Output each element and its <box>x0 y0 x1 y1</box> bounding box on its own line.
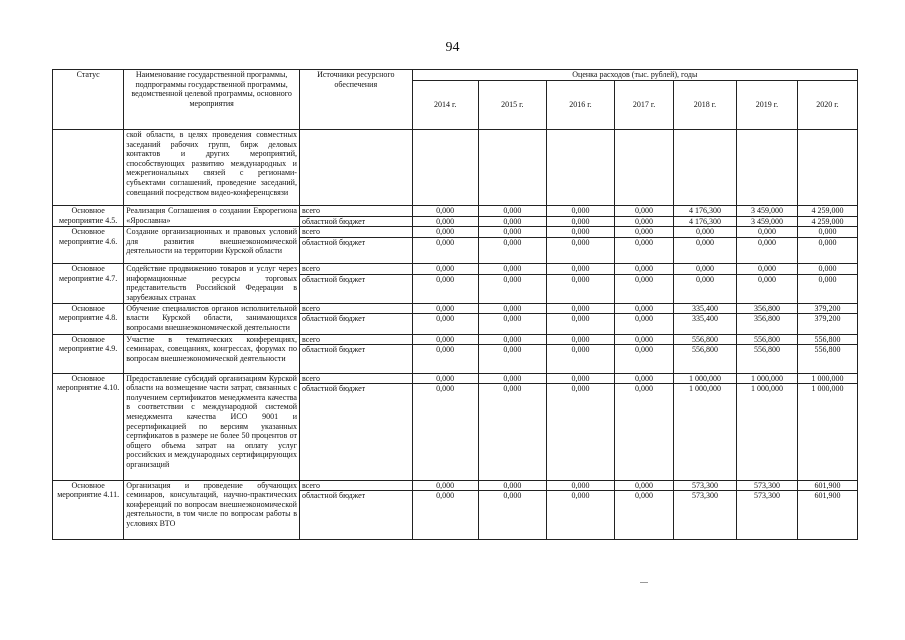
amount-cell: 4 259,000 <box>797 206 857 217</box>
amount-cell: 0,000 <box>673 274 736 303</box>
amount-cell: 335,400 <box>673 303 736 314</box>
amount-cell: 0,000 <box>478 334 546 345</box>
amount-cell: 1 000,000 <box>673 384 736 480</box>
funding-source-cell: областной бюджет <box>299 216 412 227</box>
amount-cell: 0,000 <box>412 264 478 275</box>
amount-cell: 0,000 <box>412 384 478 480</box>
amount-cell: 0,000 <box>478 345 546 373</box>
amount-cell: 0,000 <box>673 227 736 238</box>
amount-cell: 0,000 <box>478 480 546 491</box>
amount-cell: 3 459,000 <box>737 216 798 227</box>
amount-cell: 0,000 <box>546 227 614 238</box>
amount-cell: 0,000 <box>412 274 478 303</box>
amount-cell: 0,000 <box>615 384 674 480</box>
amount-cell: 0,000 <box>478 303 546 314</box>
amount-cell: 0,000 <box>615 314 674 334</box>
table-row <box>53 227 858 238</box>
amount-cell: 573,300 <box>737 491 798 539</box>
amount-cell: 0,000 <box>412 314 478 334</box>
amount-cell: 0,000 <box>546 334 614 345</box>
amount-cell: 0,000 <box>412 491 478 539</box>
funding-source-cell: областной бюджет <box>299 274 412 303</box>
continuation-row <box>53 130 858 206</box>
amount-cell: 0,000 <box>615 274 674 303</box>
funding-source-cell: областной бюджет <box>299 314 412 334</box>
amount-cell: 0,000 <box>412 373 478 384</box>
funding-source-cell: всего <box>299 373 412 384</box>
amount-cell: 0,000 <box>478 227 546 238</box>
amount-cell: 0,000 <box>546 264 614 275</box>
amount-cell: 335,400 <box>673 314 736 334</box>
amount-cell: 0,000 <box>546 274 614 303</box>
amount-cell: 0,000 <box>412 206 478 217</box>
header-status: Статус <box>53 70 124 130</box>
amount-cell: 0,000 <box>478 206 546 217</box>
amount-cell: 0,000 <box>412 303 478 314</box>
amount-cell: 556,800 <box>673 345 736 373</box>
amount-cell: 0,000 <box>615 206 674 217</box>
amount-cell: 1 000,000 <box>737 384 798 480</box>
measure-name-cell: Создание организационных и правовых условий для развития внешнеэкономической деятельности на территории Курской области <box>124 227 300 264</box>
page-number: 94 <box>445 40 460 55</box>
amount-cell: 0,000 <box>546 384 614 480</box>
table-row <box>53 480 858 491</box>
amount-cell: 0,000 <box>737 237 798 263</box>
amount-cell: 0,000 <box>478 274 546 303</box>
amount-cell: 0,000 <box>478 384 546 480</box>
continuation-name-cell: ской области, в целях проведения совместных заседаний рабочих групп, бирж деловых контактов и других мероприятий, способствующих развитию международных и межрегиональных связей с регионами-субъектами соглашений, проведение заседаний, совещаний посредством видео-конференцсвязи <box>124 130 300 206</box>
continuation-status-cell <box>53 130 124 206</box>
amount-cell: 0,000 <box>615 303 674 314</box>
funding-source-cell: всего <box>299 264 412 275</box>
status-cell: Основное мероприятие 4.5. <box>53 206 124 227</box>
funding-source-cell: областной бюджет <box>299 237 412 263</box>
header-row <box>53 70 858 81</box>
amount-cell: 0,000 <box>546 303 614 314</box>
status-cell: Основное мероприятие 4.11. <box>53 480 124 539</box>
amount-cell: 573,300 <box>737 480 798 491</box>
amount-cell: 0,000 <box>412 216 478 227</box>
measure-name-cell: Содействие продвижению товаров и услуг через информационные ресурсы торговых представительств Российской Федерации в зарубежных странах <box>124 264 300 303</box>
amount-cell: 0,000 <box>478 373 546 384</box>
amount-cell: 379,200 <box>797 303 857 314</box>
table-row <box>53 373 858 384</box>
measure-name-cell: Реализация Соглашения о создании Еврорегиона «Ярославна» <box>124 206 300 227</box>
amount-cell: 601,900 <box>797 480 857 491</box>
amount-cell: 0,000 <box>478 237 546 263</box>
amount-cell: 0,000 <box>412 237 478 263</box>
header-year: 2017 г. <box>615 81 674 130</box>
header-estimate: Оценка расходов (тыс. рублей), годы <box>412 70 857 81</box>
amount-cell: 0,000 <box>546 480 614 491</box>
header-name: Наименование государственной программы, подпрограммы государственной программы, ведомственной целевой программы, основного мероприятия <box>124 70 300 130</box>
amount-cell: 0,000 <box>478 264 546 275</box>
header-sources: Источники ресурсного обеспечения <box>299 70 412 130</box>
status-cell: Основное мероприятие 4.10. <box>53 373 124 480</box>
table-row <box>53 303 858 314</box>
continuation-source-cell <box>299 130 412 206</box>
amount-cell: 0,000 <box>478 314 546 334</box>
funding-source-cell: всего <box>299 227 412 238</box>
amount-cell: 556,800 <box>797 334 857 345</box>
funding-source-cell: всего <box>299 206 412 217</box>
status-cell: Основное мероприятие 4.9. <box>53 334 124 373</box>
amount-cell: 1 000,000 <box>737 373 798 384</box>
amount-cell: 0,000 <box>546 216 614 227</box>
amount-cell: 0,000 <box>546 237 614 263</box>
status-cell: Основное мероприятие 4.8. <box>53 303 124 334</box>
expenditure-table <box>52 69 858 540</box>
scan-mark <box>640 582 648 583</box>
amount-cell: 0,000 <box>797 227 857 238</box>
amount-cell: 0,000 <box>615 216 674 227</box>
measure-name-cell: Участие в тематических конференциях, семинарах, совещаниях, конгрессах, форумах по вопросам внешнеэкономической деятельности <box>124 334 300 373</box>
funding-source-cell: всего <box>299 480 412 491</box>
amount-cell: 379,200 <box>797 314 857 334</box>
amount-cell: 0,000 <box>673 264 736 275</box>
amount-cell: 1 000,000 <box>797 373 857 384</box>
measure-name-cell: Обучение специалистов органов исполнительной власти Курской области, занимающихся вопросами внешнеэкономической деятельности <box>124 303 300 334</box>
funding-source-cell: всего <box>299 303 412 314</box>
amount-cell: 0,000 <box>615 345 674 373</box>
header-year: 2014 г. <box>412 81 478 130</box>
amount-cell: 0,000 <box>797 274 857 303</box>
status-cell: Основное мероприятие 4.7. <box>53 264 124 303</box>
amount-cell: 4 176,300 <box>673 206 736 217</box>
funding-source-cell: всего <box>299 334 412 345</box>
amount-cell: 573,300 <box>673 491 736 539</box>
amount-cell: 601,900 <box>797 491 857 539</box>
amount-cell: 0,000 <box>797 264 857 275</box>
amount-cell: 0,000 <box>412 334 478 345</box>
funding-source-cell: областной бюджет <box>299 384 412 480</box>
amount-cell: 0,000 <box>615 480 674 491</box>
amount-cell: 1 000,000 <box>797 384 857 480</box>
amount-cell: 0,000 <box>412 345 478 373</box>
header-year: 2016 г. <box>546 81 614 130</box>
amount-cell: 0,000 <box>615 491 674 539</box>
header-year: 2020 г. <box>797 81 857 130</box>
amount-cell: 0,000 <box>797 237 857 263</box>
measure-name-cell: Организация и проведение обучающих семинаров, консультаций, научно-практических конференций по вопросам внешнеэкономической деятельности, в том числе по вопросам работы в условиях ВТО <box>124 480 300 539</box>
amount-cell: 0,000 <box>615 227 674 238</box>
amount-cell: 556,800 <box>737 334 798 345</box>
amount-cell: 3 459,000 <box>737 206 798 217</box>
amount-cell: 1 000,000 <box>673 373 736 384</box>
amount-cell: 0,000 <box>673 237 736 263</box>
status-cell: Основное мероприятие 4.6. <box>53 227 124 264</box>
amount-cell: 0,000 <box>546 373 614 384</box>
amount-cell: 0,000 <box>615 334 674 345</box>
measure-name-cell: Предоставление субсидий организациям Курской области на возмещение части затрат, связанных с получением сертификатов менеджмента качества в соответствии с международной системой менеджмента качества ИСО 9001 и ресертификацией по версиям указанных сертификатов в размере не более 50 процентов от общего объема затрат на оплату услуг российских и международных сертифицирующих организаций <box>124 373 300 480</box>
table-row <box>53 334 858 345</box>
amount-cell: 573,300 <box>673 480 736 491</box>
amount-cell: 0,000 <box>546 491 614 539</box>
amount-cell: 556,800 <box>737 345 798 373</box>
amount-cell: 0,000 <box>615 373 674 384</box>
amount-cell: 356,800 <box>737 303 798 314</box>
amount-cell: 4 176,300 <box>673 216 736 227</box>
header-year: 2015 г. <box>478 81 546 130</box>
funding-source-cell: областной бюджет <box>299 345 412 373</box>
amount-cell: 0,000 <box>737 227 798 238</box>
header-year: 2018 г. <box>673 81 736 130</box>
amount-cell: 0,000 <box>615 237 674 263</box>
amount-cell: 0,000 <box>546 345 614 373</box>
amount-cell: 4 259,000 <box>797 216 857 227</box>
amount-cell: 0,000 <box>737 274 798 303</box>
amount-cell: 0,000 <box>546 314 614 334</box>
amount-cell: 0,000 <box>412 227 478 238</box>
header-year: 2019 г. <box>737 81 798 130</box>
table-row <box>53 206 858 217</box>
amount-cell: 0,000 <box>615 264 674 275</box>
amount-cell: 0,000 <box>737 264 798 275</box>
amount-cell: 356,800 <box>737 314 798 334</box>
amount-cell: 556,800 <box>797 345 857 373</box>
amount-cell: 556,800 <box>673 334 736 345</box>
table-row <box>53 264 858 275</box>
funding-source-cell: областной бюджет <box>299 491 412 539</box>
amount-cell: 0,000 <box>412 480 478 491</box>
amount-cell: 0,000 <box>478 216 546 227</box>
amount-cell: 0,000 <box>478 491 546 539</box>
amount-cell: 0,000 <box>546 206 614 217</box>
